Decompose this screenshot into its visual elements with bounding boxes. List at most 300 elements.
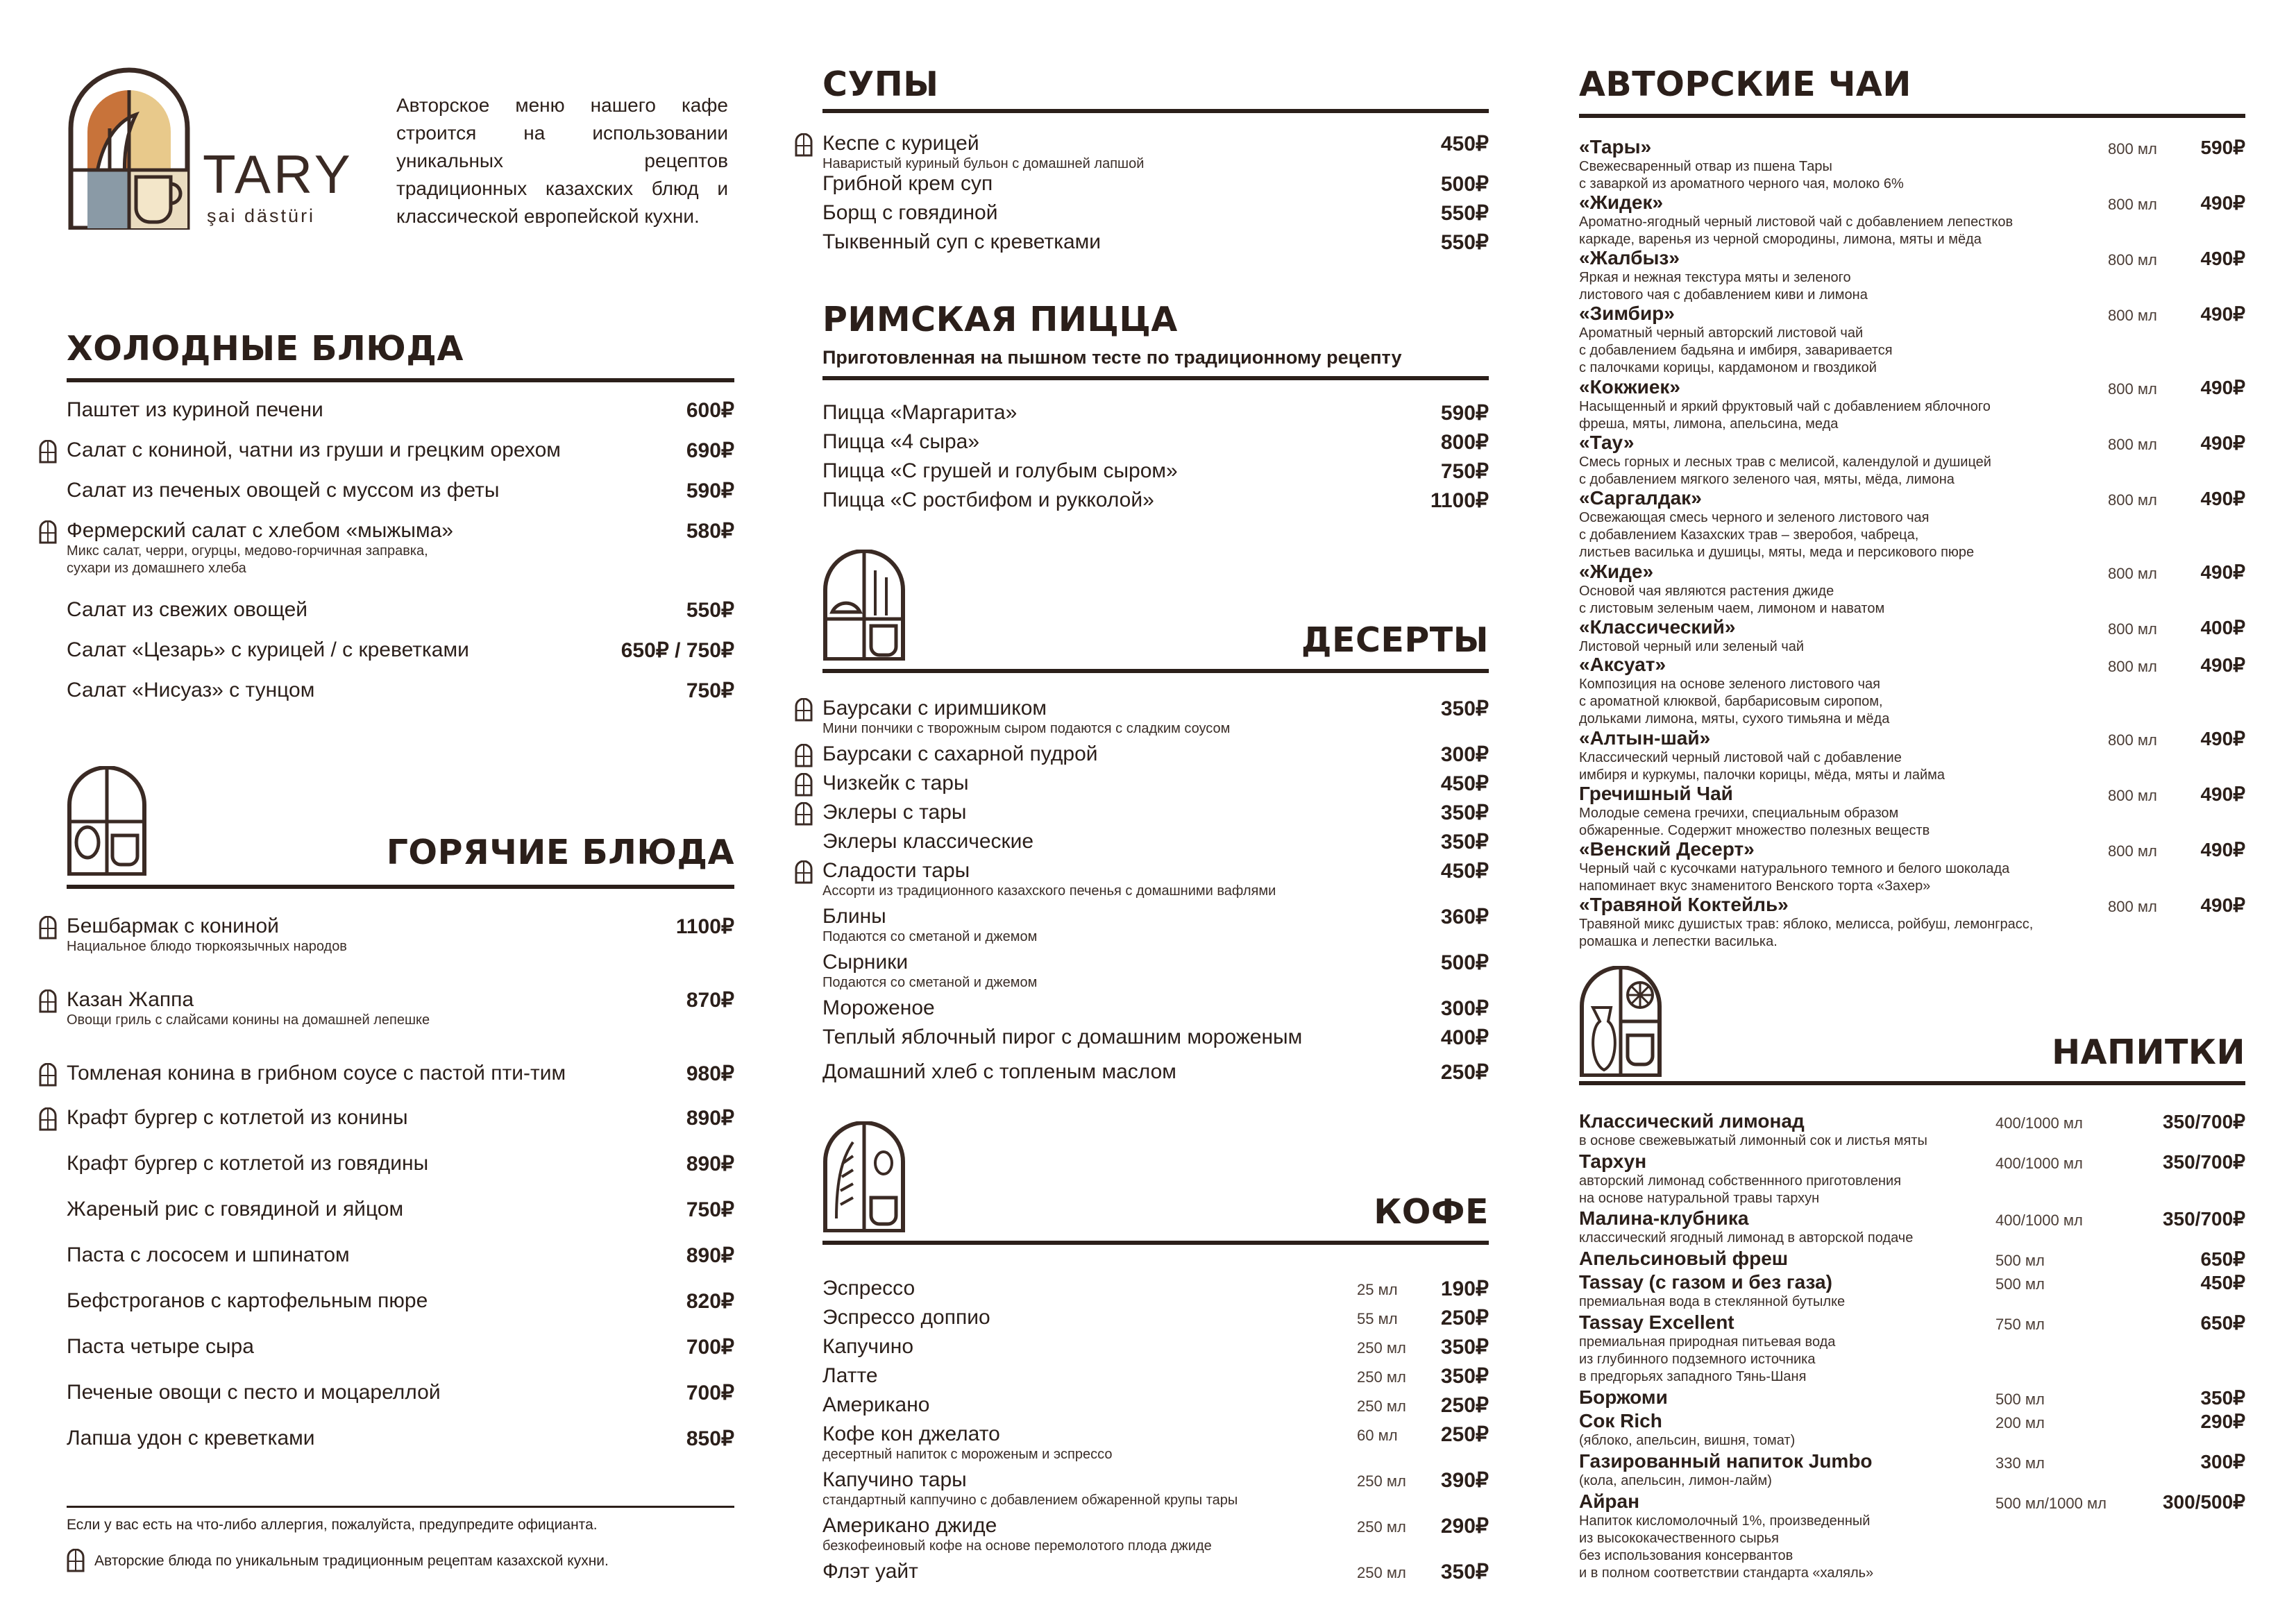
item-description: Подаются со сметаной и джемом: [822, 975, 1038, 990]
item-name: Гречишный Чай: [1579, 783, 1733, 804]
menu-item: [1579, 1248, 2245, 1270]
menu-item: [822, 905, 1489, 946]
item-name: Бешбармак с кониной: [67, 915, 279, 937]
item-volume: 60 мл: [1357, 1427, 1398, 1444]
item-volume: 500 мл/1000 мл: [1995, 1495, 2107, 1512]
item-description: Молодые семена гречихи, специальным образом обжаренные. Содержит множество полезных веществ: [1579, 806, 1930, 838]
item-volume: 250 мл: [1357, 1339, 1406, 1357]
item-name: Паста с лососем и шпинатом: [67, 1243, 350, 1266]
item-price: 490₽: [2200, 654, 2245, 676]
item-description: Черный чай с кусочками натурального темного и белого шоколада напоминает вкус знаменитого Венского торта «Захер»: [1579, 861, 2010, 894]
item-volume: 200 мл: [1995, 1414, 2045, 1431]
item-volume: 330 мл: [1995, 1454, 2045, 1472]
allergy-note: Если у вас есть на что-либо аллергия, пожалуйста, предупредите официанта.: [67, 1517, 598, 1533]
teas-divider: [1579, 114, 2245, 118]
menu-item: [1579, 1207, 2245, 1247]
item-name: Казан Жаппа: [67, 988, 194, 1011]
hot-dishes-icon: [67, 766, 147, 876]
item-price: 490₽: [2200, 728, 2245, 749]
item-volume: 800 мл: [2108, 898, 2157, 915]
item-price: 390₽: [1440, 1469, 1489, 1492]
item-price: 590₽: [2200, 137, 2245, 158]
menu-item: [67, 439, 734, 462]
menu-item: [1579, 1110, 2245, 1150]
menu-item: [1579, 561, 2245, 618]
item-price: 350₽: [1440, 697, 1489, 720]
item-name: Теплый яблочный пирог с домашним мороженым: [822, 1026, 1303, 1048]
item-price: 490₽: [2200, 432, 2245, 454]
item-price: 350₽: [1440, 1336, 1489, 1359]
menu-item: [1579, 894, 2245, 951]
menu-item: [822, 1393, 1489, 1417]
item-name: Латте: [822, 1364, 878, 1387]
menu-item: [67, 1198, 734, 1221]
menu-item: [1579, 1311, 2245, 1386]
item-name: Пицца «С ростбифом и рукколой»: [822, 488, 1154, 511]
item-price: 450₽: [1440, 133, 1489, 155]
item-price: 590₽: [1440, 402, 1489, 425]
item-price: 850₽: [686, 1427, 734, 1450]
item-price: 580₽: [686, 520, 734, 543]
item-description: Основой чая являются растения джиде с листовым зеленым чаем, лимоном и наватом: [1579, 584, 1885, 616]
desserts-divider: [822, 669, 1489, 673]
menu-item: [1579, 487, 2245, 561]
item-volume: 800 мл: [2108, 658, 2157, 675]
item-price: 250₽: [1440, 1307, 1489, 1329]
menu-item: [822, 1026, 1489, 1049]
item-description: Ароматно-ягодный черный листовой чай с добавлением лепестков каркаде, варенья из черной смородины, лимона, мяты и мёда: [1579, 214, 2014, 247]
item-price: 300₽: [1440, 997, 1489, 1020]
item-description: Освежающая смесь черного и зеленого листового чая с добавлением Казахских трав – зверобоя, чабреца, листьев василька и душицы, мяты, меда и персикового пюре: [1579, 510, 1975, 560]
item-price: 250₽: [1440, 1423, 1489, 1446]
menu-item: [1579, 1271, 2245, 1311]
menu-item: [1579, 192, 2245, 248]
menu-item: [67, 598, 734, 622]
menu-item: [822, 1277, 1489, 1300]
desserts-icon: [822, 550, 906, 661]
item-price: 450₽: [1440, 860, 1489, 883]
item-name: Айран: [1579, 1490, 1640, 1512]
item-name: Баурсаки с иримшиком: [822, 697, 1047, 720]
menu-item: [1579, 783, 2245, 840]
item-price: 820₽: [686, 1290, 734, 1313]
item-name: Кофе кон джелато: [822, 1422, 1000, 1445]
coffee-icon: [822, 1121, 906, 1232]
item-volume: 250 мл: [1357, 1518, 1406, 1536]
item-price: 1100₽: [1430, 489, 1489, 512]
item-volume: 800 мл: [2108, 787, 2157, 804]
brand-tagline: şai dästüri: [207, 205, 316, 226]
item-price: 490₽: [2200, 303, 2245, 325]
menu-item: [822, 459, 1489, 483]
brand-name: TARY: [203, 144, 353, 205]
item-price: 290₽: [2200, 1411, 2245, 1432]
item-name: Пицца «Маргарита»: [822, 401, 1018, 424]
item-name: Tassay (с газом и без газа): [1579, 1271, 1832, 1293]
item-name: Боржоми: [1579, 1386, 1668, 1408]
menu-item: [822, 697, 1489, 738]
item-price: 490₽: [2200, 248, 2245, 269]
item-volume: 250 мл: [1357, 1397, 1406, 1415]
item-description: Ассорти из традиционного казахского печенья с домашними вафлями: [822, 883, 1276, 899]
menu-item: [822, 1306, 1489, 1329]
item-price: 500₽: [1440, 173, 1489, 196]
item-name: Апельсиновый фреш: [1579, 1248, 1789, 1269]
menu-item: [822, 951, 1489, 992]
signature-dish-icon: [39, 440, 57, 464]
pizza-divider: [822, 376, 1489, 380]
item-description: Свежесваренный отвар из пшена Тары с заваркой из ароматного черного чая, молоко 6%: [1579, 159, 1904, 192]
menu-item: [822, 1335, 1489, 1359]
item-name: Паста четыре сыра: [67, 1335, 254, 1358]
menu-item: [67, 1062, 734, 1085]
item-price: 450₽: [2200, 1272, 2245, 1293]
soups-divider: [822, 109, 1489, 113]
item-name: Салат из печеных овощей с муссом из феты: [67, 479, 500, 502]
item-name: Американо джиде: [822, 1514, 997, 1537]
menu-item: [822, 1514, 1489, 1555]
menu-item: [67, 679, 734, 702]
item-volume: 500 мл: [1995, 1252, 2045, 1269]
item-price: 350₽: [2200, 1387, 2245, 1409]
coffee-title: КОФЕ: [1374, 1192, 1489, 1232]
item-price: 650₽: [2200, 1312, 2245, 1334]
drinks-title: НАПИТКИ: [2052, 1033, 2245, 1072]
item-price: 300₽: [2200, 1451, 2245, 1472]
item-volume: 800 мл: [2108, 307, 2157, 324]
signature-dish-icon: [795, 773, 813, 797]
menu-item: [67, 1152, 734, 1175]
item-price: 490₽: [2200, 839, 2245, 860]
menu-item: [822, 430, 1489, 454]
item-price: 550₽: [686, 599, 734, 622]
item-description: Мини пончики с творожным сыром подаются с сладким соусом: [822, 721, 1231, 736]
item-description: десертный напиток с мороженым и эспрессо: [822, 1447, 1113, 1462]
item-price: 890₽: [686, 1153, 734, 1175]
item-price: 350/700₽: [2162, 1208, 2245, 1230]
item-price: 490₽: [2200, 192, 2245, 214]
item-price: 550₽: [1440, 231, 1489, 254]
menu-item: [822, 1468, 1489, 1509]
item-name: Домашний хлеб с топленым маслом: [822, 1060, 1176, 1083]
item-price: 800₽: [1440, 431, 1489, 454]
item-price: 490₽: [2200, 561, 2245, 583]
item-price: 350₽: [1440, 1561, 1489, 1583]
item-name: «Тау»: [1579, 432, 1635, 453]
item-price: 870₽: [686, 989, 734, 1012]
item-price: 750₽: [1440, 460, 1489, 483]
item-volume: 400/1000 мл: [1995, 1114, 2083, 1132]
item-volume: 500 мл: [1995, 1275, 2045, 1293]
desserts-title: ДЕСЕРТЫ: [1301, 620, 1489, 660]
menu-item: [67, 1381, 734, 1404]
item-name: «Алтын-шай»: [1579, 727, 1711, 749]
item-description: (яблоко, апельсин, вишня, томат): [1579, 1433, 1796, 1448]
menu-item: [67, 398, 734, 422]
signature-dish-icon: [795, 698, 813, 722]
item-name: Борщ с говядиной: [822, 201, 998, 224]
menu-item: [1579, 727, 2245, 784]
menu-item: [1579, 1450, 2245, 1490]
item-name: «Аксуат»: [1579, 654, 1666, 675]
item-volume: 800 мл: [2108, 491, 2157, 509]
signature-dish-icon: [67, 1549, 85, 1572]
signature-dish-icon: [795, 133, 813, 157]
footer-divider: [67, 1506, 734, 1508]
item-price: 350₽: [1440, 831, 1489, 853]
item-description: классический ягодный лимонад в авторской подаче: [1579, 1230, 1914, 1246]
item-name: Пицца «4 сыра»: [822, 430, 980, 453]
coffee-divider: [822, 1241, 1489, 1245]
item-volume: 750 мл: [1995, 1316, 2045, 1333]
item-price: 750₽: [686, 1198, 734, 1221]
menu-item: [67, 519, 734, 577]
item-description: безкофеиновый кофе на основе перемолотого плода джиде: [822, 1538, 1212, 1554]
item-name: Tassay Excellent: [1579, 1311, 1734, 1333]
item-price: 350/700₽: [2162, 1111, 2245, 1132]
item-description: Напиток кисломолочный 1%, произведенный из высококачественного сырья без использования консервантов и в полном соответствии стандарта «халяль»: [1579, 1513, 1874, 1581]
item-name: Блины: [822, 905, 886, 928]
menu-item: [822, 1422, 1489, 1463]
item-description: Листовой черный или зеленый чай: [1579, 639, 1805, 654]
signature-dish-icon: [39, 989, 57, 1013]
drinks-icon: [1579, 966, 1662, 1077]
item-price: 1100₽: [675, 915, 734, 938]
signature-dish-icon: [39, 520, 57, 544]
item-price: 360₽: [1440, 906, 1489, 928]
item-volume: 400/1000 мл: [1995, 1155, 2083, 1172]
item-price: 750₽: [686, 679, 734, 702]
item-name: «Кокжиек»: [1579, 376, 1681, 398]
cold-divider: [67, 378, 734, 382]
menu-item: [822, 772, 1489, 795]
item-price: 650₽ / 750₽: [621, 639, 734, 662]
item-name: Классический лимонад: [1579, 1110, 1805, 1132]
item-description: премиальная природная питьевая вода из глубинного подземного источника в предгорьях западного Тянь-Шаня: [1579, 1334, 1836, 1384]
item-price: 350/700₽: [2162, 1151, 2245, 1173]
menu-item: [1579, 1410, 2245, 1450]
item-price: 400₽: [1440, 1026, 1489, 1049]
item-price: 490₽: [2200, 894, 2245, 916]
teas-title: АВТОРСКИЕ ЧАИ: [1579, 65, 1911, 104]
menu-item: [1579, 376, 2245, 433]
item-name: Салат «Нисуаз» с тунцом: [67, 679, 315, 702]
item-volume: 400/1000 мл: [1995, 1212, 2083, 1229]
item-name: «Саргалдак»: [1579, 487, 1702, 509]
item-volume: 800 мл: [2108, 565, 2157, 582]
item-volume: 250 мл: [1357, 1564, 1406, 1581]
item-price: 690₽: [686, 439, 734, 462]
menu-item: [822, 172, 1489, 196]
menu-item: [822, 742, 1489, 766]
item-description: Смесь горных и лесных трав с мелисой, календулой и душицей с добавлением мягкого зеленого чая, мяты, мёда, лимона: [1579, 454, 1991, 487]
item-name: Малина-клубника: [1579, 1207, 1749, 1229]
item-name: Томленая конина в грибном соусе с пастой пти-тим: [67, 1062, 566, 1085]
item-name: Эспрессо доппио: [822, 1306, 990, 1329]
item-name: Мороженое: [822, 996, 935, 1019]
item-name: Капучино: [822, 1335, 914, 1358]
menu-item: [822, 1060, 1489, 1084]
item-description: премиальная вода в стеклянной бутылке: [1579, 1294, 1846, 1309]
item-price: 450₽: [1440, 772, 1489, 795]
menu-item: [1579, 838, 2245, 895]
item-price: 890₽: [686, 1244, 734, 1267]
item-price: 290₽: [1440, 1515, 1489, 1538]
pizza-title: РИМСКАЯ ПИЦЦА: [822, 300, 1178, 339]
item-price: 490₽: [2200, 377, 2245, 398]
item-name: Паштет из куриной печени: [67, 398, 323, 421]
hot-divider: [67, 885, 734, 889]
item-name: «Жалбыз»: [1579, 247, 1680, 269]
signature-note: Авторские блюда по уникальным традиционным рецептам казахской кухни.: [94, 1553, 609, 1569]
menu-item: [822, 801, 1489, 824]
item-volume: 800 мл: [2108, 436, 2157, 453]
item-name: «Венский Десерт»: [1579, 838, 1755, 860]
item-price: 500₽: [1440, 951, 1489, 974]
item-price: 350₽: [1440, 1365, 1489, 1388]
item-name: Кеспе с курицей: [822, 132, 979, 155]
item-name: Салат из свежих овощей: [67, 598, 308, 621]
hot-dishes-title: ГОРЯЧИЕ БЛЮДА: [386, 833, 734, 872]
item-name: Салат с кониной, чатни из груши и грецким орехом: [67, 439, 561, 461]
signature-dish-icon: [39, 1063, 57, 1087]
menu-item: [67, 638, 734, 662]
item-price: 300/500₽: [2162, 1491, 2245, 1513]
item-description: Травяной микс душистых трав: яблоко, мелисса, ройбуш, лемонграсс, ромашка и лепестки василька.: [1579, 917, 2034, 949]
item-volume: 500 мл: [1995, 1391, 2045, 1408]
item-name: Фермерский салат с хлебом «мыжыма»: [67, 519, 453, 542]
item-description: стандартный каппучино с добавлением обжаренной крупы тары: [822, 1493, 1238, 1508]
brand-intro: Авторское меню нашего кафе строится на использовании уникальных рецептов традиционных казахских блюд и классической европейской кухни.: [396, 94, 728, 227]
menu-item: [1579, 303, 2245, 377]
drinks-divider: [1579, 1081, 2245, 1085]
menu-item: [822, 1364, 1489, 1388]
menu-item: [67, 915, 734, 955]
item-name: Тархун: [1579, 1150, 1647, 1172]
item-name: Баурсаки с сахарной пудрой: [822, 742, 1098, 765]
menu-item: [67, 1427, 734, 1450]
menu-item: [67, 1335, 734, 1359]
menu-item: [822, 859, 1489, 900]
item-name: Крафт бургер с котлетой из конины: [67, 1106, 408, 1129]
item-name: «Классический»: [1579, 616, 1736, 638]
item-description: Подаются со сметаной и джемом: [822, 929, 1038, 944]
signature-dish-icon: [795, 860, 813, 884]
item-volume: 800 мл: [2108, 842, 2157, 860]
item-price: 700₽: [686, 1382, 734, 1404]
item-price: 400₽: [2200, 617, 2245, 638]
item-name: «Травяной Коктейль»: [1579, 894, 1789, 915]
item-name: Флэт уайт: [822, 1560, 918, 1583]
menu-item: [822, 1560, 1489, 1583]
item-description: Насыщенный и яркий фруктовый чай с добавлением яблочного фреша, мяты, лимона, апельсина, меда: [1579, 399, 1991, 432]
menu-item: [1579, 1490, 2245, 1582]
menu-item: [1579, 1150, 2245, 1207]
item-name: Эклеры классические: [822, 830, 1034, 853]
item-description: Овощи гриль с слайсами конины на домашней лепешке: [67, 1012, 430, 1028]
soups-title: СУПЫ: [822, 65, 939, 104]
item-description: Яркая и нежная текстура мяты и зеленого листового чая с добавлением киви и лимона: [1579, 270, 1868, 303]
item-name: Эспрессо: [822, 1277, 915, 1300]
menu-item: [822, 201, 1489, 225]
item-price: 490₽: [2200, 783, 2245, 805]
item-name: Газированный напиток Jumbo: [1579, 1450, 1873, 1472]
item-price: 350₽: [1440, 801, 1489, 824]
menu-item: [67, 988, 734, 1029]
menu-item: [1579, 616, 2245, 656]
item-description: Композиция на основе зеленого листового чая с ароматной клюквой, барбарисовым сиропом, дольками лимона, мяты, сухого тимьяна и мёда: [1579, 677, 1890, 726]
menu-item: [822, 401, 1489, 425]
item-name: Печеные овощи с песто и моцареллой: [67, 1381, 441, 1404]
signature-dish-icon: [795, 744, 813, 767]
menu-item: [67, 1289, 734, 1313]
item-name: Салат «Цезарь» с курицей / с креветками: [67, 638, 469, 661]
item-price: 250₽: [1440, 1061, 1489, 1084]
menu-item: [67, 479, 734, 502]
menu-item: [1579, 654, 2245, 728]
item-volume: 800 мл: [2108, 251, 2157, 269]
pizza-subtitle: Приготовленная на пышном тесте по традиционному рецепту: [822, 347, 1402, 368]
item-description: Классический черный листовой чай с добавление имбиря и куркумы, палочки корицы, мёда, мяты и лайма: [1579, 750, 1945, 783]
item-volume: 800 мл: [2108, 140, 2157, 158]
item-volume: 250 мл: [1357, 1368, 1406, 1386]
item-name: Сладости тары: [822, 859, 970, 882]
cold-dishes-title: ХОЛОДНЫЕ БЛЮДА: [67, 329, 464, 368]
item-name: Пицца «С грушей и голубым сыром»: [822, 459, 1178, 482]
menu-item: [822, 132, 1489, 173]
item-price: 550₽: [1440, 202, 1489, 225]
item-price: 250₽: [1440, 1394, 1489, 1417]
item-volume: 250 мл: [1357, 1472, 1406, 1490]
item-name: Бефстроганов с картофельным пюре: [67, 1289, 428, 1312]
menu-item: [67, 1106, 734, 1130]
item-description: в основе свежевыжатый лимонный сок и листья мяты: [1579, 1133, 1927, 1148]
item-name: Чизкейк с тары: [822, 772, 969, 794]
menu-item: [822, 488, 1489, 512]
menu-item: [822, 230, 1489, 254]
item-price: 190₽: [1440, 1277, 1489, 1300]
item-volume: 800 мл: [2108, 196, 2157, 213]
item-description: Микс салат, черри, огурцы, медово-горчичная заправка, сухари из домашнего хлеба: [67, 543, 428, 576]
item-description: (кола, апельсин, лимон-лайм): [1579, 1473, 1772, 1488]
item-description: Наваристый куриный бульон с домашней лапшой: [822, 156, 1145, 171]
signature-dish-icon: [39, 1107, 57, 1131]
item-price: 490₽: [2200, 488, 2245, 509]
item-name: «Тары»: [1579, 136, 1652, 158]
menu-item: [1579, 247, 2245, 304]
item-volume: 25 мл: [1357, 1281, 1398, 1298]
item-price: 980₽: [686, 1062, 734, 1085]
menu-item: [822, 830, 1489, 853]
item-volume: 55 мл: [1357, 1310, 1398, 1327]
item-description: Нациальное блюдо тюркоязычных народов: [67, 939, 347, 954]
item-price: 590₽: [686, 479, 734, 502]
item-name: Американо: [822, 1393, 930, 1416]
item-price: 300₽: [1440, 743, 1489, 766]
item-name: Сок Rich: [1579, 1410, 1662, 1431]
item-description: авторский лимонад собственнного приготовления на основе натуральной травы тархун: [1579, 1173, 1902, 1206]
signature-dish-icon: [795, 802, 813, 826]
item-name: Крафт бургер с котлетой из говядины: [67, 1152, 429, 1175]
item-name: «Зимбир»: [1579, 303, 1675, 324]
item-name: «Жидек»: [1579, 192, 1664, 213]
menu-item: [1579, 136, 2245, 193]
item-name: Капучино тары: [822, 1468, 967, 1491]
item-volume: 800 мл: [2108, 380, 2157, 398]
item-price: 650₽: [2200, 1248, 2245, 1270]
item-price: 890₽: [686, 1107, 734, 1130]
menu-item: [822, 996, 1489, 1020]
